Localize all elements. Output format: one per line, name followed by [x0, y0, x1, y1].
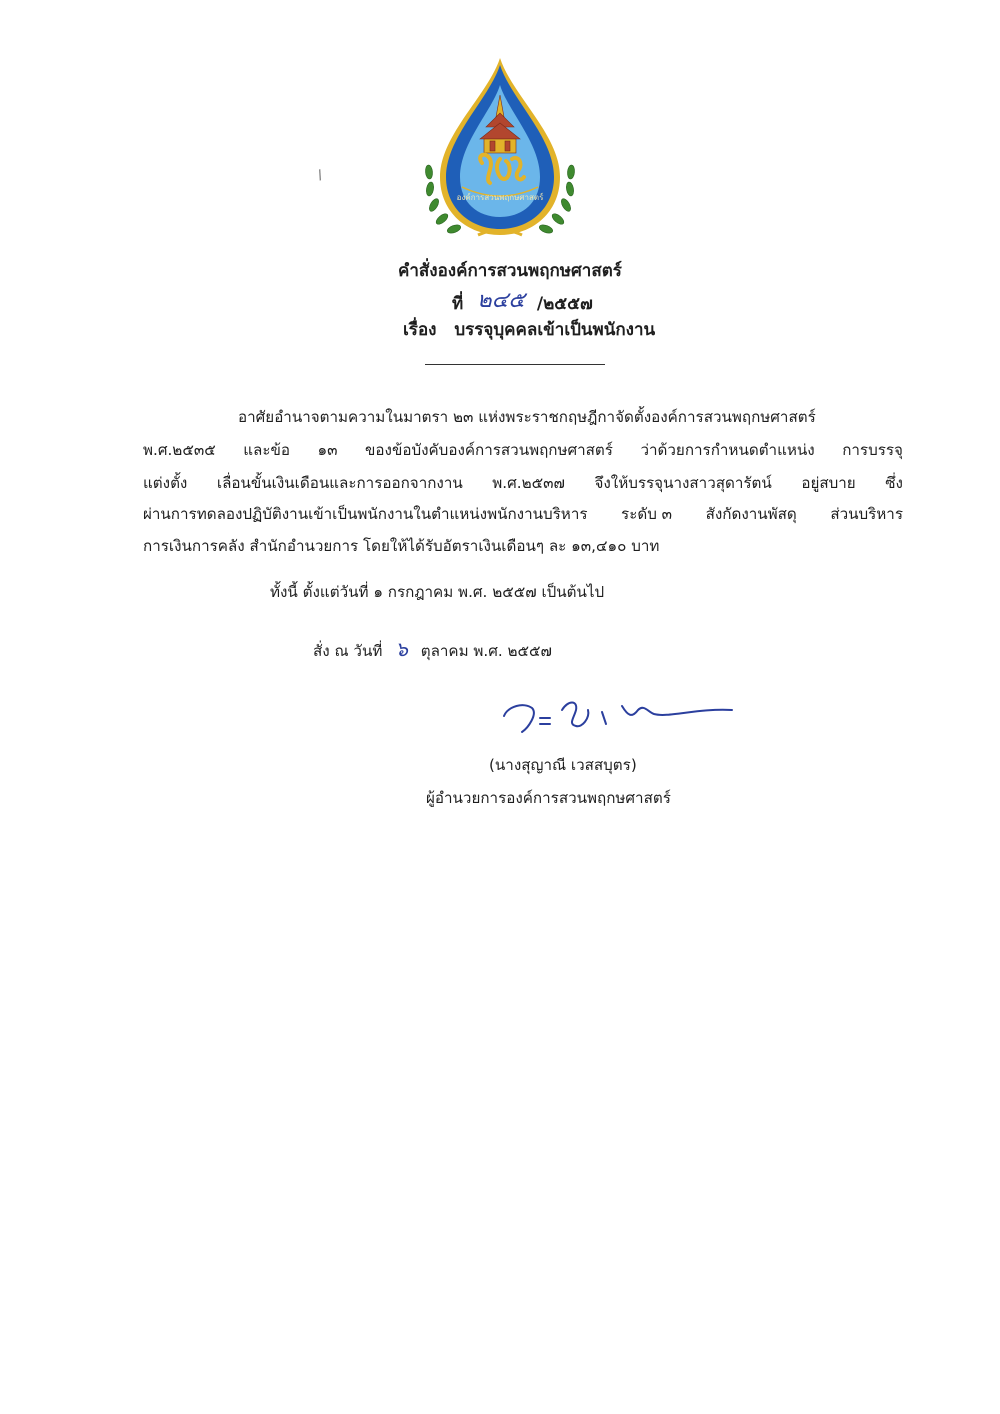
body-line-4-part: ระดับ ๓	[621, 505, 673, 523]
body-line-2-part: พ.ศ.๒๕๓๕	[143, 441, 216, 459]
body-line-2	[143, 438, 903, 462]
body-line-4-part: สังกัดงานพัสดุ	[705, 505, 797, 523]
body-line-3-part: เลื่อนขั้นเงินเดือนและการออกจากงาน	[216, 474, 463, 492]
body-line-4-part: ผ่านการทดลองปฏิบัติงานเข้าเป็นพนักงานในตำแหน่งพนักงานบริหาร	[143, 505, 588, 523]
body-line-3	[143, 471, 903, 495]
order-number-handwritten: ๒๔๕	[477, 288, 525, 313]
order-date-suffix: ตุลาคม พ.ศ. ๒๕๕๗	[420, 642, 552, 660]
subject-label: เรื่อง	[403, 320, 437, 340]
body-line-5: การเงินการคลัง สำนักอำนวยการ โดยให้ได้รับอัตราเงินเดือนๆ ละ ๑๓,๔๑๐ บาท	[143, 537, 660, 555]
order-number	[452, 284, 593, 319]
ornamental-building-emblem-icon	[420, 55, 580, 240]
header-divider	[425, 364, 605, 365]
body-line-3-part: แต่งตั้ง	[143, 474, 188, 492]
stray-pen-mark: /	[315, 167, 325, 184]
body-line-3-part: จึงให้บรรจุนางสาวสุดารัตน์	[594, 474, 772, 492]
handwritten-signature	[498, 688, 738, 738]
body-line-2-part: ๑๓	[317, 441, 338, 459]
order-title: คำสั่งองค์การสวนพฤกษศาสตร์	[398, 261, 622, 281]
order-number-prefix: ที่	[452, 294, 464, 314]
body-line-3-part: ซึ่ง	[885, 474, 903, 492]
signer-position: ผู้อำนวยการองค์การสวนพฤกษศาสตร์	[426, 789, 671, 807]
body-line-4-part: ส่วนบริหาร	[830, 505, 903, 523]
order-date-day-handwritten: ๖	[395, 637, 408, 661]
order-date-line	[313, 633, 552, 665]
effective-date-line: ทั้งนี้ ตั้งแต่วันที่ ๑ กรกฎาคม พ.ศ. ๒๕๕๗ เป็นต้นไป	[270, 583, 605, 601]
order-subject	[403, 316, 655, 343]
subject-text: บรรจุบุคคลเข้าเป็นพนักงาน	[454, 320, 656, 340]
order-number-suffix: /๒๕๕๗	[536, 294, 593, 314]
emblem-ring-text: องค์การสวนพฤกษศาสตร์	[456, 193, 544, 202]
body-line-2-part: ว่าด้วยการกำหนดตำแหน่ง	[640, 441, 815, 459]
body-line-1: อาศัยอำนาจตามความในมาตรา ๒๓ แห่งพระราชกฤษฎีกาจัดตั้งองค์การสวนพฤกษศาสตร์	[238, 408, 816, 426]
body-line-3-part: พ.ศ.๒๕๓๗	[492, 474, 565, 492]
body-line-2-part: ของข้อบังคับองค์การสวนพฤกษศาสตร์	[365, 441, 613, 459]
body-line-2-part: การบรรจุ	[842, 441, 903, 459]
body-line-4	[143, 502, 903, 526]
body-line-2-part: และข้อ	[243, 441, 290, 459]
signer-name: (นางสุญาณี เวสสบุตร)	[489, 756, 637, 774]
body-line-3-part: อยู่สบาย	[801, 474, 856, 492]
order-date-prefix: สั่ง ณ วันที่	[313, 642, 383, 660]
